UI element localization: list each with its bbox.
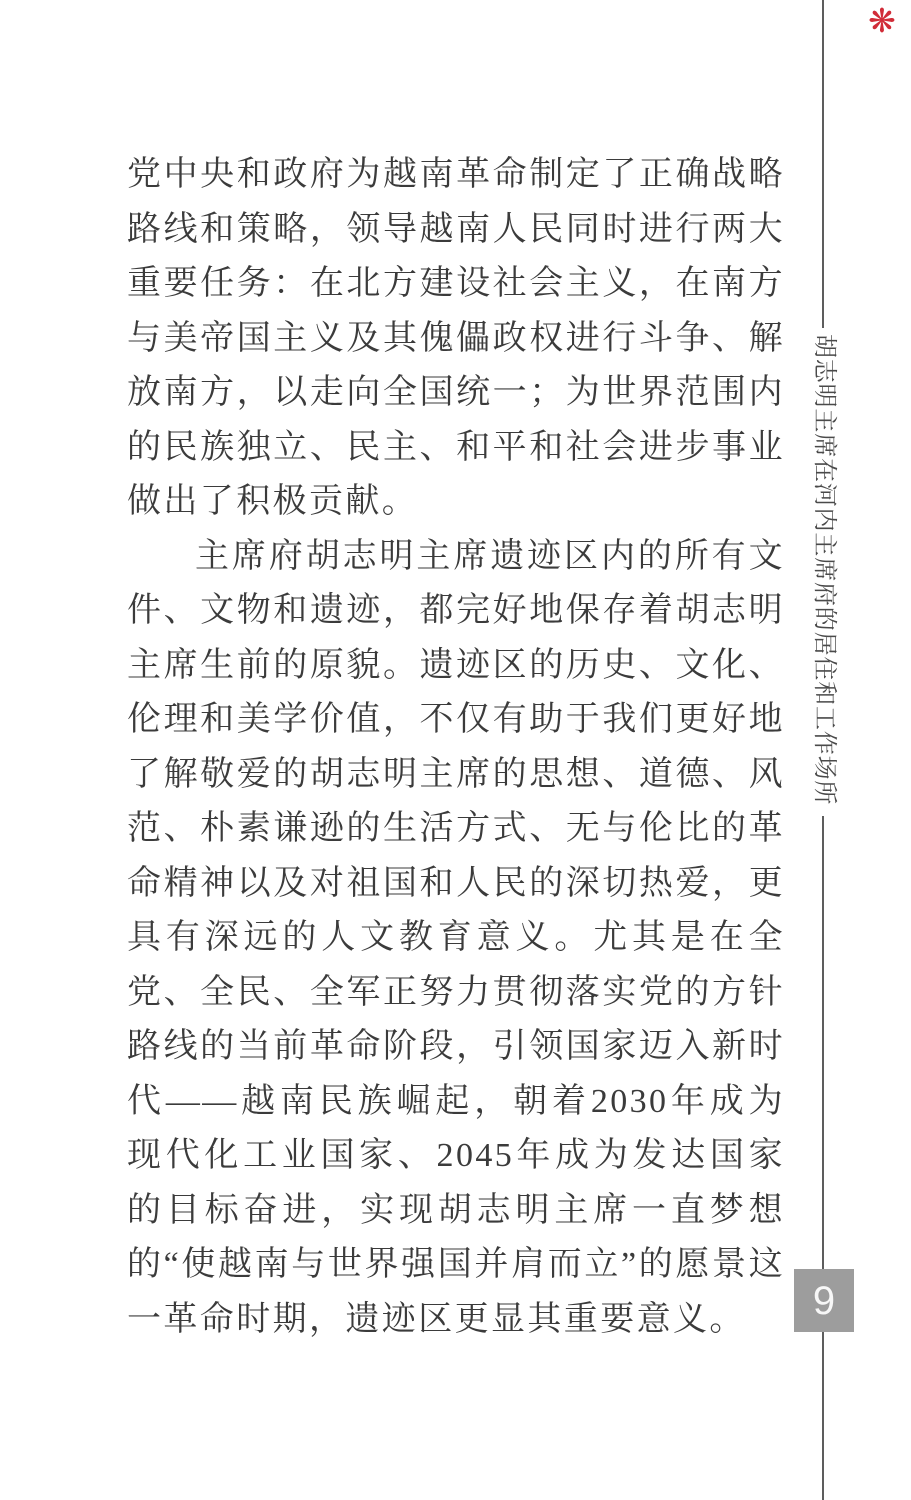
sidebar-chapter-title: 胡志明主席在河内主席府的居住和工作场所 <box>811 334 837 806</box>
page-number-box <box>794 1269 854 1332</box>
body-text-block <box>127 148 785 1347</box>
flower-ornament-icon: ❋ <box>868 4 896 40</box>
body-paragraph: 主席府胡志明主席遗迹区内的所有文件、文物和遗迹，都完好地保存着胡志明主席生前的原貌。遗迹区的历史、文化、伦理和美学价值，不仅有助于我们更好地了解敬爱的胡志明主席的思想、道德、风范、朴素谦逊的生活方式、无与伦比的革命精神以及对祖国和人民的深切热爱，更具有深远的人文教育意义。尤其是在全党、全民、全军正努力贯彻落实党的方针路线的当前革命阶段，引领国家迈入新时代——越南民族崛起，朝着2030年成为现代化工业国家、2045年成为发达国家的目标奋进，实现胡志明主席一直梦想的“使越南与世界强国并肩而立”的愿景这一革命时期，遗迹区更显其重要意义。 <box>127 537 785 1338</box>
sidebar-rule-top <box>822 0 824 328</box>
body-paragraph: 党中央和政府为越南革命制定了正确战略路线和策略，领导越南人民同时进行两大重要任务：在北方建设社会主义，在南方与美帝国主义及其傀儡政权进行斗争、解放南方，以走向全国统一；为世界范围内的民族独立、民主、和平和社会进步事业做出了积极贡献。 <box>127 156 785 520</box>
sidebar-rule-bottom <box>822 816 824 1500</box>
page-number: 9 <box>812 1278 836 1323</box>
